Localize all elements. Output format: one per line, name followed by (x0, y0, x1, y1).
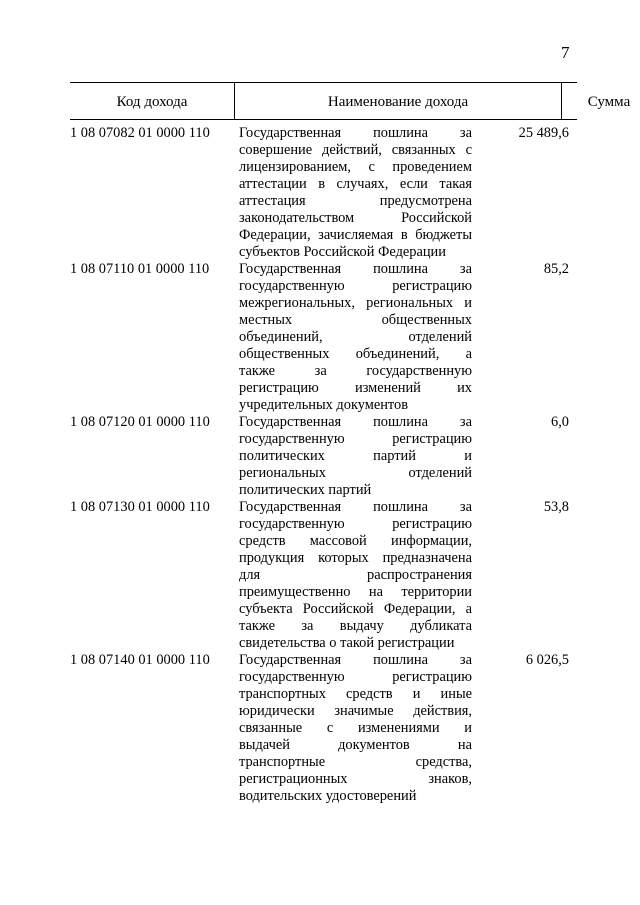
table-row (0, 125, 640, 261)
income-code: 1 08 07140 01 0000 110 (70, 652, 210, 668)
income-name-line: общественных объединений, а (239, 346, 472, 362)
income-name-line: учредительных документов (239, 397, 409, 413)
income-name-line: государственную регистрацию (239, 516, 472, 532)
income-code: 1 08 07110 01 0000 110 (70, 261, 210, 277)
income-name-line: транспортные средства, (239, 754, 472, 770)
income-name (239, 499, 472, 652)
income-name-line: лицензированием, с проведением (239, 159, 472, 175)
table-body (0, 125, 640, 805)
income-name-line: политических партий (239, 482, 372, 498)
income-name (239, 261, 472, 414)
income-amount: 85,2 (543, 261, 569, 277)
header-code: Код дохода (116, 94, 188, 110)
income-amount: 6 026,5 (525, 652, 569, 668)
income-name-line: также за выдачу дубликата (239, 618, 472, 634)
income-name-line: межрегиональных, региональных и (239, 295, 472, 311)
income-name-line: объединений, отделений (239, 329, 472, 345)
income-name-line: водительских удостоверений (239, 788, 417, 804)
income-code: 1 08 07082 01 0000 110 (70, 125, 210, 141)
table-header (70, 82, 631, 120)
income-name-line: регистрацию изменений их (239, 380, 472, 396)
income-name-line: Государственная пошлина за (239, 652, 472, 668)
income-name (239, 414, 472, 499)
income-name-line: местных общественных (239, 312, 472, 328)
header-name: Наименование дохода (327, 94, 469, 110)
income-name-line: политических партий и (239, 448, 472, 464)
income-name-line: транспортных средств и иные (239, 686, 472, 702)
income-name-line: государственную регистрацию (239, 431, 472, 447)
header-sum: Сумма (587, 94, 631, 110)
income-name-line: выдачей документов на (239, 737, 472, 753)
income-name-line: связанные с изменениями и (239, 720, 472, 736)
table-row (0, 652, 640, 805)
income-name-line: субъектов Российской Федерации (239, 244, 446, 260)
income-name-line: государственную регистрацию (239, 669, 472, 685)
income-name (239, 652, 472, 805)
income-name-line: продукция которых предназначена (239, 550, 472, 566)
income-name-line: Федерации, зачисляемая в бюджеты (239, 227, 472, 243)
table-row (0, 261, 640, 414)
income-name-line: для распространения (239, 567, 472, 583)
income-name-line: аттестации в случаях, если такая (239, 176, 472, 192)
income-name-line: аттестация предусмотрена (239, 193, 472, 209)
income-name-line: совершение действий, связанных с (239, 142, 472, 158)
income-name-line: Государственная пошлина за (239, 125, 472, 141)
income-code: 1 08 07120 01 0000 110 (70, 414, 210, 430)
income-name-line: Государственная пошлина за (239, 261, 472, 277)
income-name-line: юридически значимые действия, (239, 703, 472, 719)
income-name-line: региональных отделений (239, 465, 472, 481)
income-name-line: средств массовой информации, (239, 533, 472, 549)
income-name-line: свидетельства о такой регистрации (239, 635, 455, 651)
income-name-line: государственную регистрацию (239, 278, 472, 294)
income-name-line: Государственная пошлина за (239, 499, 472, 515)
page-number: 7 (561, 43, 570, 62)
income-name (239, 125, 472, 261)
table-row (0, 414, 640, 499)
income-name-line: законодательством Российской (239, 210, 472, 226)
income-code: 1 08 07130 01 0000 110 (70, 499, 210, 515)
income-name-line: преимущественно на территории (239, 584, 472, 600)
income-amount: 25 489,6 (518, 125, 569, 141)
income-name-line: регистрационных знаков, (239, 771, 472, 787)
income-amount: 6,0 (551, 414, 569, 430)
table-row (0, 499, 640, 652)
income-name-line: также за государственную (239, 363, 472, 379)
income-name-line: Государственная пошлина за (239, 414, 472, 430)
income-amount: 53,8 (543, 499, 569, 515)
income-name-line: субъекта Российской Федерации, а (239, 601, 472, 617)
